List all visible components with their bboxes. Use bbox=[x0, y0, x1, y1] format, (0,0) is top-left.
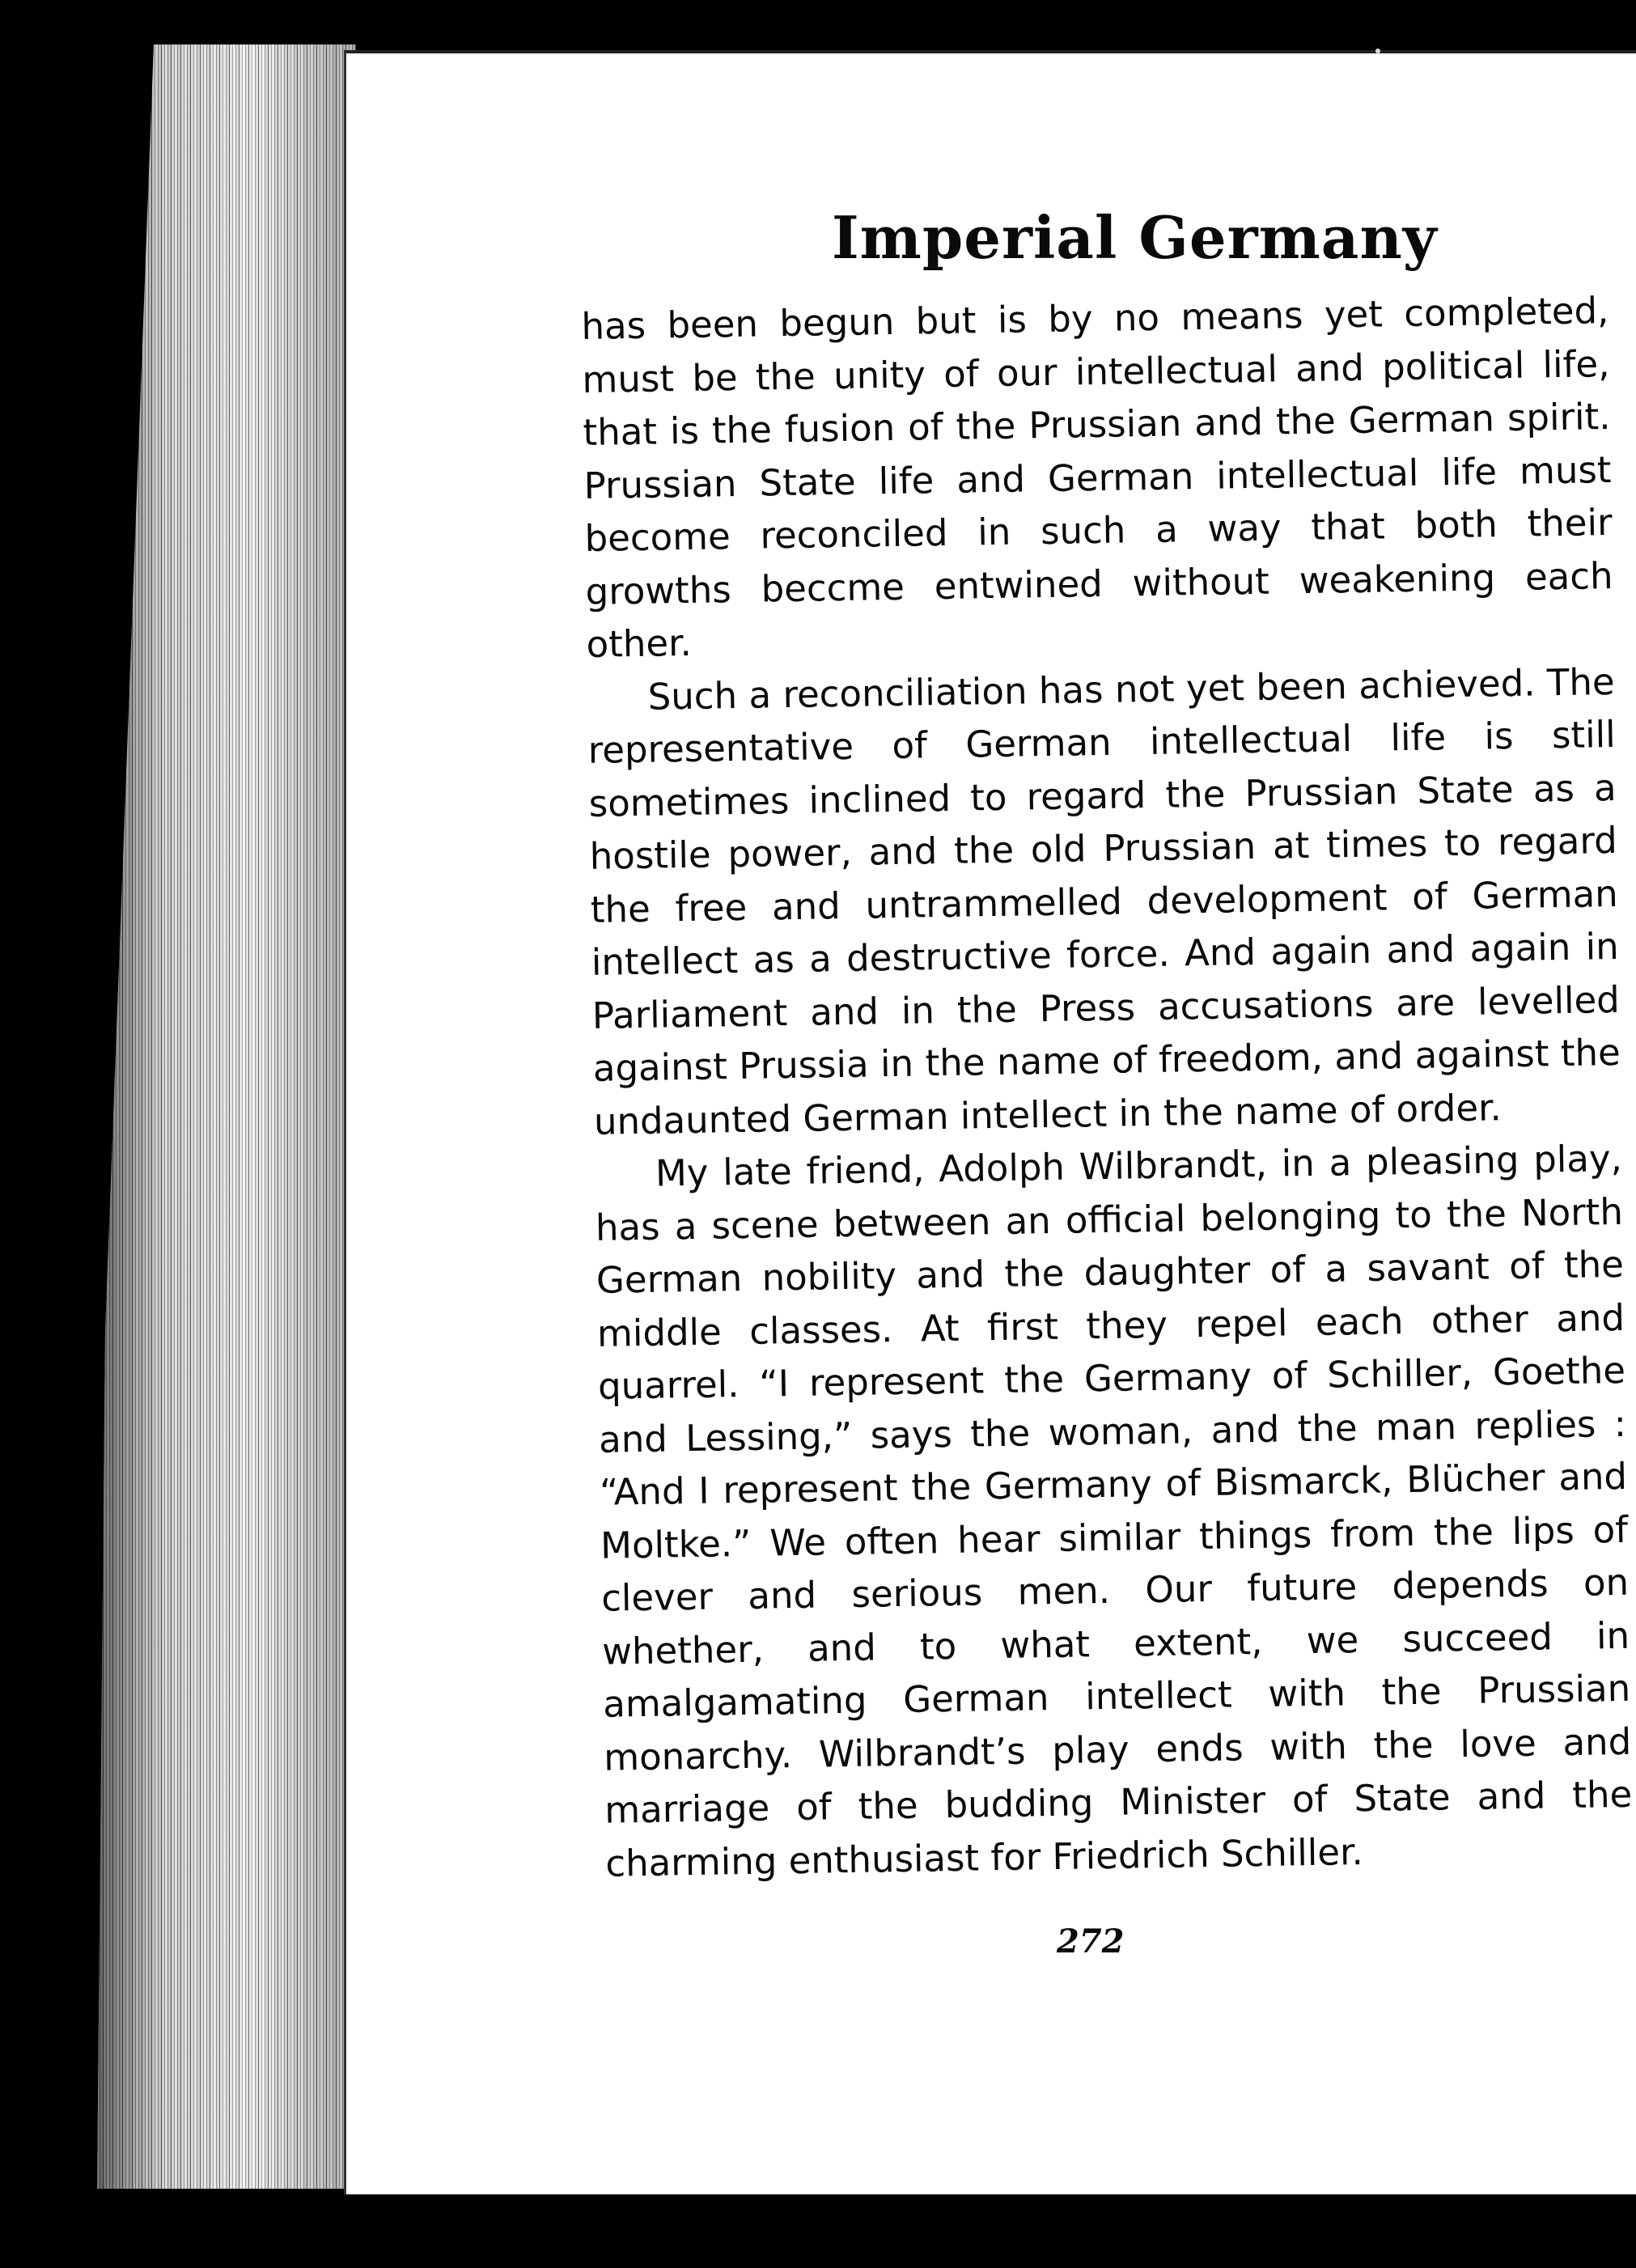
paragraph-3: My late friend, Adolph Wilbrandt, in a pleasing play, has a scene between an official belonging to the North German nobility and the daughter of a savant of the middle classes. At first they repel each other and quarrel. “I represent the Germany of Schiller, Goethe and Lessing,” says the woman, and the man replies : “And I represent the Germany of Bismarck, Blücher and Moltke.” We often hear similar things from the lips of clever and serious men. Our future depends on whether, and to what extent, we succeed in amalgamating German intellect with the Prussian monarchy. Wilbrandt’s play ends with the love and marriage of the budding Minister of State and the charming enthusiast for Friedrich Schiller. bbox=[595, 1136, 1633, 1885]
scan-speck bbox=[1375, 49, 1380, 53]
book-page-edges bbox=[97, 45, 356, 2189]
book-page bbox=[344, 50, 1636, 2198]
paragraph-2: Such a reconciliation has not yet been achieved. The representative of German intellectual life is still sometimes inclined to regard the Prussian State as a hostile power, and the old Prussian at times to regard the free and untrammelled development of German intellect as a destructive force. And again and again in Parliament and in the Press accusations are levelled against Prussia in the name of freedom, and against the undaunted German intellect in the name of order. bbox=[587, 659, 1621, 1143]
scan-bottom-border bbox=[344, 2194, 1636, 2268]
paragraph-1: has been begun but is by no means yet completed, must be the unity of our intellectual and political life, that is the fusion of the Prussian and the German spirit. Prussian State life and German intellectual life must become reconciled in such a way that both their growths beccme entwined without weakening each other. bbox=[581, 289, 1613, 666]
running-head: Imperial Germany bbox=[832, 203, 1438, 272]
body-text bbox=[581, 284, 1634, 1890]
page-number: 272 bbox=[1057, 1923, 1125, 1961]
